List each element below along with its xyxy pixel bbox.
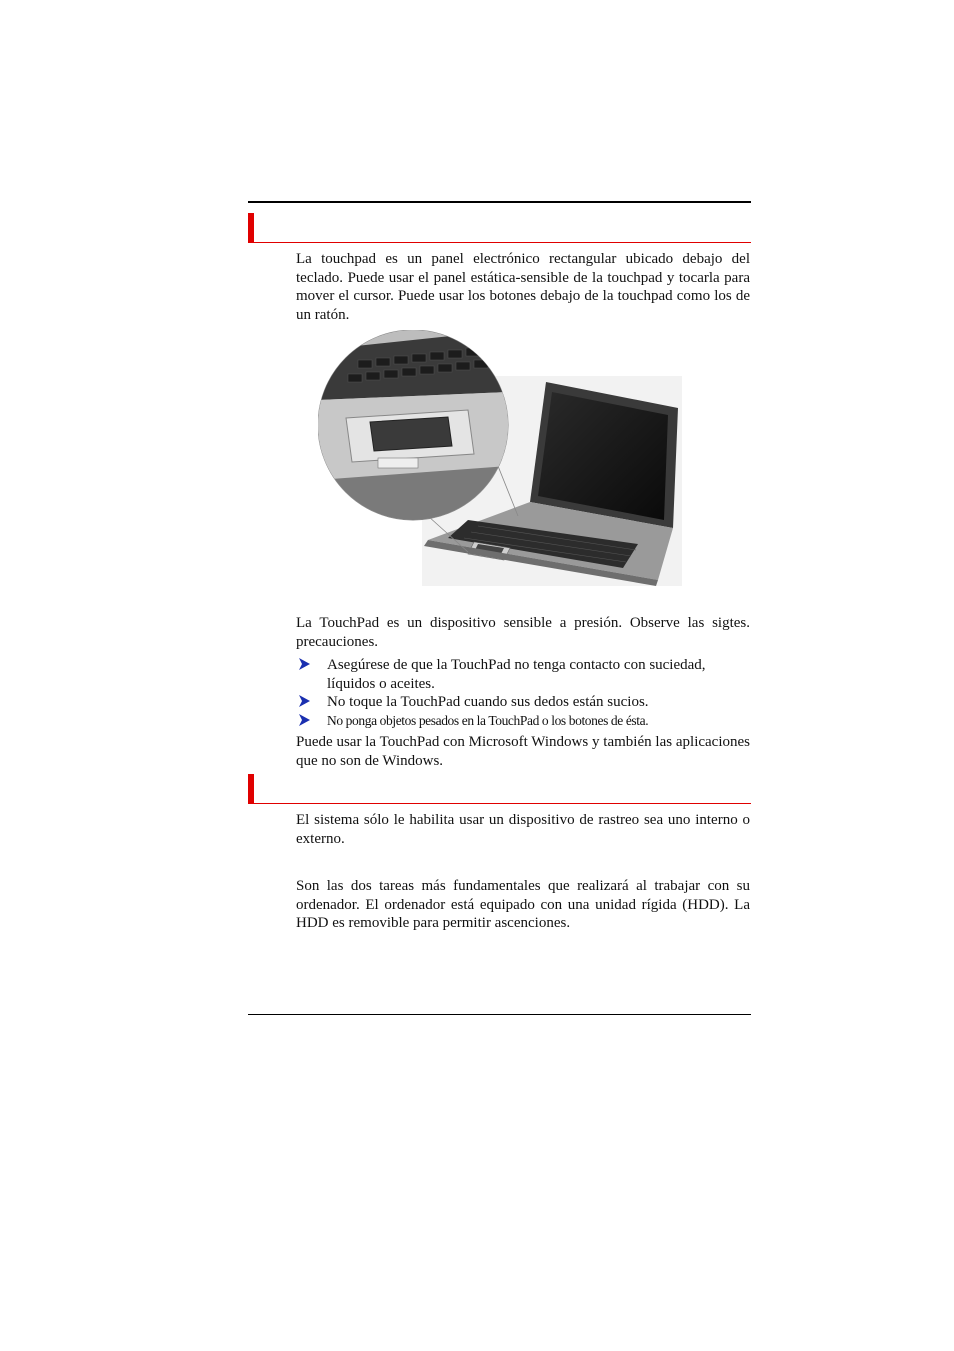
- footer-rule: [248, 1014, 751, 1015]
- list-item: Asegúrese de que la TouchPad no tenga contacto con suciedad, líquidos o aceites.: [296, 656, 754, 693]
- section-marker-pointing: [248, 774, 751, 804]
- precaution-list: [296, 656, 754, 730]
- pointing-paragraph: El sistema sólo le habilita usar un dispositivo de rastreo sea uno interno o externo.: [296, 812, 750, 847]
- header-rule: [248, 201, 751, 203]
- storage-paragraph: Son las dos tareas más fundamentales que realizará al trabajar con su ordenador. El ordenador está equipado con una unidad rígida (HDD). La HDD es removible para permitir ascenciones.: [296, 878, 750, 932]
- intro-paragraph: La touchpad es un panel electrónico rectangular ubicado debajo del teclado. Puede usar el panel estática-sensible de la touchpad y tocarla para mover el cursor. Puede usar los botones debajo de la touchpad como los de un ratón.: [296, 251, 750, 323]
- list-item: No ponga objetos pesados en la TouchPad o los botones de ésta.: [296, 712, 754, 731]
- arrow-bullet-icon: [298, 657, 311, 671]
- arrow-bullet-icon: [298, 713, 311, 727]
- section-marker-touchpad: [248, 213, 751, 243]
- laptop-touchpad-illustration: [318, 330, 684, 588]
- windows-paragraph: Puede usar la TouchPad con Microsoft Windows y también las aplicaciones que no son de Windows.: [296, 734, 750, 769]
- precaution-intro: La TouchPad es un dispositivo sensible a presión. Observe las sigtes. precauciones.: [296, 615, 750, 650]
- arrow-bullet-icon: [298, 694, 311, 708]
- list-item: No toque la TouchPad cuando sus dedos están sucios.: [296, 693, 754, 712]
